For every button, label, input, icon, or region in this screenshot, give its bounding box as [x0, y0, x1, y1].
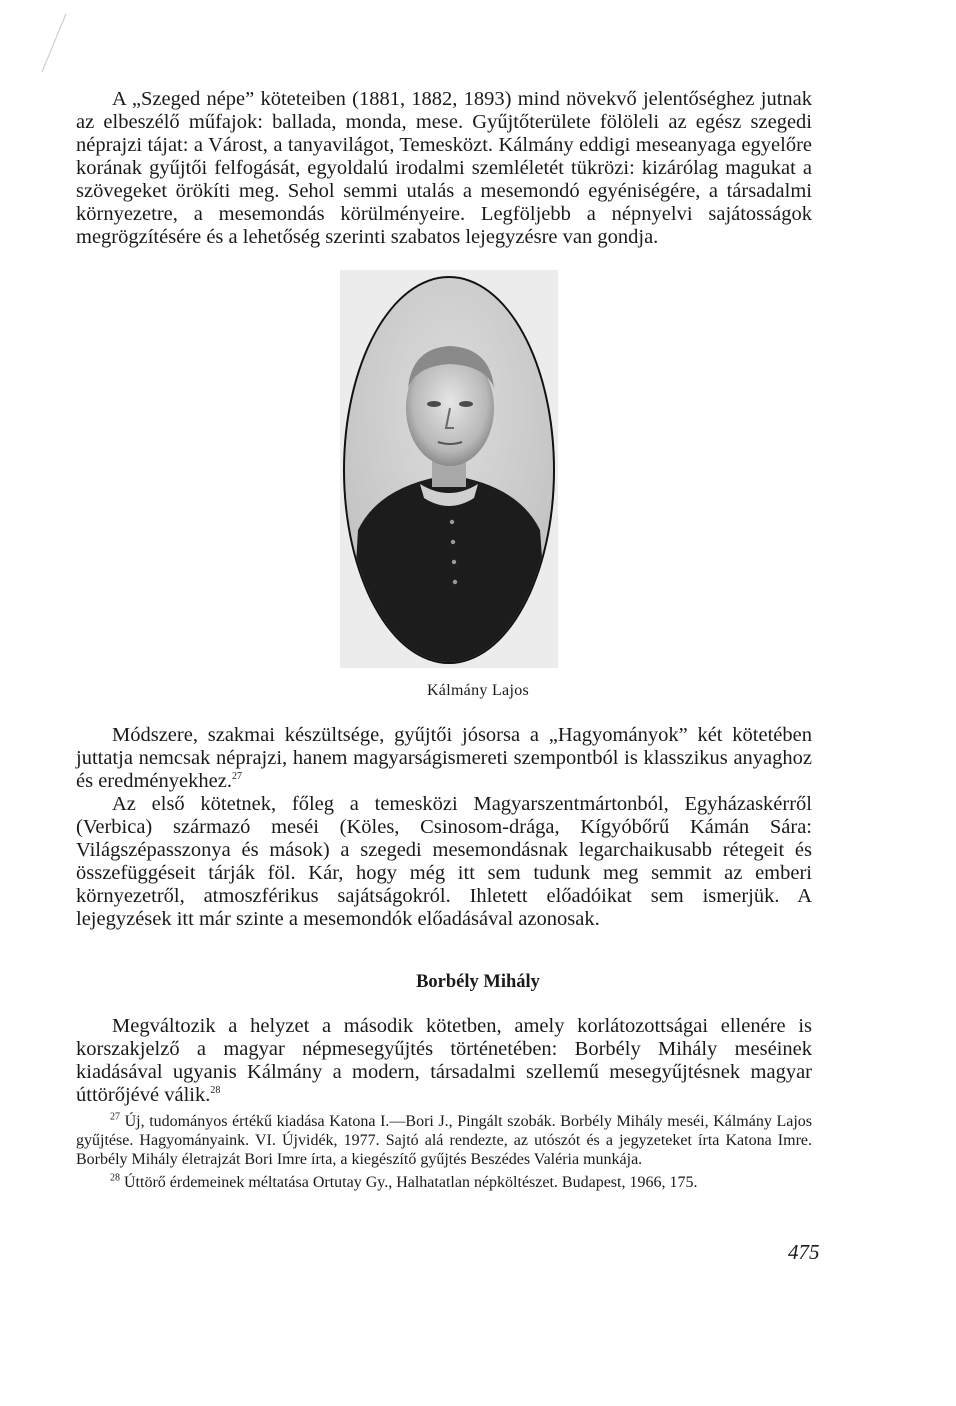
body-paragraph-1 — [76, 724, 812, 793]
body-section-2 — [76, 1015, 812, 1107]
page-number: 475 — [788, 1240, 820, 1264]
footnote-text: Új, tudományos értékű kiadása Katona I.—Bori J., Pingált szobák. Borbély Mihály meséi, Kálmány Lajos gyűjtése. Hagyományaink. VI. Újvidék, 1977. Sajtó alá rendezte, az utószót és a jegyzeteket írta Katona Imre. Borbély Mihály életrajzát Bori Imre írta, a kiegészítő gyűjtés Beszédes Valéria munkája. — [76, 1113, 813, 1168]
intro-section — [76, 88, 812, 249]
footnote-27 — [76, 1112, 812, 1169]
body-paragraph-2: Az első kötetnek, főleg a temesközi Magyarszentmártonból, Egyházaskérről (Verbica) származó meséi (Köles, Csinosom-drága, Kígyóbőrű Kámán Sára: Világszépasszonya és mások) a szegedi mesemondásnak legarchaikusabb rétegeit és összefüggéseit tárják föl. Kár, hogy még itt sem tudunk meg semmit az emberi környezetről, atmoszférikus sajátságokról. Ihletett előadóikat sem ismerjük. A lejegyzések itt már szinte a mesemondók előadásával azonosak. — [76, 793, 812, 930]
body-paragraph-1-text: Módszere, szakmai készültsége, gyűjtői jósorsa a „Hagyományok” két kötetében juttatja nemcsak néprajzi, hanem magyarságismereti szempontból is klasszikus anyaghoz és eredményekhez. — [76, 724, 812, 792]
footnote-28 — [76, 1173, 812, 1192]
footnote-ref-27: 27 — [231, 771, 242, 783]
intro-paragraph: A „Szeged népe” köteteiben (1881, 1882, 1893) mind növekvő jelentőséghez jutnak az elbeszélő műfajok: ballada, monda, mese. Gyűjtőterülete fölöleli az egész szegedi néprajzi tájat: a Várost, a tanyavilágot, Temesközt. Kálmány eddigi meseanyaga egyelőre korának gyűjtői felfogását, egyoldalú irodalmi szemléletét tükrözi: kizárólag magukat a szövegeket örökíti meg. Sehol semmi utalás a mesemondó egyéniségére, a társadalmi környezetre, a mesemondás körülményeire. Legföljebb a népnyelvi sajátosságok megrögzítésére és a lehetőség szerinti szabatos lejegyzésre van gondja. — [76, 88, 812, 248]
section-heading: Borbély Mihály — [416, 972, 540, 992]
body-section-1 — [76, 724, 812, 931]
body-paragraph-3-text: Megváltozik a helyzet a második kötetben, amely korlátozottságai ellenére is korszakjelző a magyar népmesegyűjtés történetében: Borbély Mihály meséinek kiadásával ugyanis Kálmány a modern, társadalmi szellemű mesegyűjtésnek magyar úttörőjévé válik. — [76, 1015, 812, 1106]
footnote-number: 28 — [110, 1172, 120, 1184]
figure-caption: Kálmány Lajos — [426, 682, 530, 699]
portrait-image — [340, 270, 558, 668]
footnotes — [76, 1112, 812, 1192]
body-paragraph-3 — [76, 1015, 812, 1107]
footnote-ref-28: 28 — [210, 1085, 221, 1097]
footnote-text: Úttörő érdemeinek méltatása Ortutay Gy., Halhatatlan népköltészet. Budapest, 1966, 175. — [124, 1174, 698, 1191]
portrait-figure — [340, 270, 558, 668]
scan-mark — [36, 10, 76, 80]
footnote-number: 27 — [110, 1111, 120, 1123]
